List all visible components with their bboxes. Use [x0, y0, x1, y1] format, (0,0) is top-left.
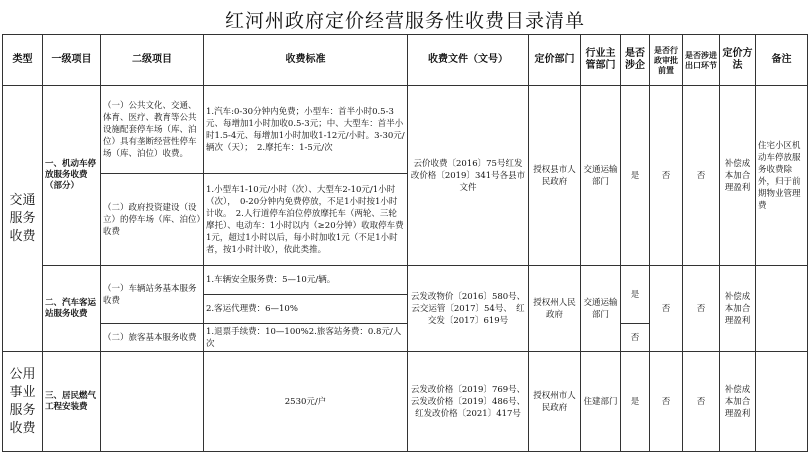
exit-parking: 否 — [683, 86, 720, 266]
category-transport: 交通服务收费 — [3, 86, 43, 352]
header-standard: 收费标准 — [204, 35, 408, 86]
fee-table — [2, 34, 808, 452]
standard-parking-gov: 1.小型车1-10元/小时（次）、大型车2-10元/1小时（次）， 0-20分钟内免费停放，不足1小时按1小时计收。 2.人行道停车泊位停放摩托车（两轮、三轮摩托）、电动车：1小时以内（≥20分钟）收取停车费1元，超过1小时以后，每小时加收1元（不足1小时者，按1小时计收），依此类推。 — [204, 174, 408, 266]
table-row — [3, 352, 808, 452]
industry-parking: 交通运输部门 — [581, 86, 621, 266]
standard-bus-vehicle-1: 1.车辆安全服务费：5—10元/辆。 — [204, 266, 407, 295]
involved-bus-vehicle: 是 — [621, 266, 650, 324]
header-level1: 一级项目 — [43, 35, 101, 86]
level2-parking-public: （一）公共文化、交通、体育、医疗、教育等公共设施配套停车场（库、泊位）具有垄断经营性停车场（库、泊位）收费。 — [101, 86, 204, 174]
note-parking: 住宅小区机动车停放服务收费除外，归于前期物业管理费 — [756, 86, 808, 266]
dept-gas: 授权州市人民政府 — [529, 352, 581, 452]
header-note: 备注 — [756, 35, 808, 86]
note-bus — [756, 266, 808, 352]
level2-gas — [101, 352, 204, 452]
level2-bus-vehicle: （一）车辆站务基本服务收费 — [101, 266, 204, 324]
page-title: 红河州政府定价经营服务性收费目录清单 — [224, 10, 585, 32]
involved-gas: 是 — [621, 352, 650, 452]
involved-bus-passenger: 否 — [621, 324, 650, 352]
level2-parking-gov: （二）政府投资建设（设立）的停车场（库、泊位）收费 — [101, 174, 204, 266]
review-parking: 否 — [650, 86, 683, 266]
header-row — [3, 35, 808, 86]
exit-bus: 否 — [683, 266, 720, 352]
method-bus: 补偿成本加合理盈利 — [720, 266, 756, 352]
standard-parking-public: 1.汽车:0-30分钟内免费；小型车：首半小时0.5-3元、每增加1小时加收0.5-3元；中、大型车：首半小时1.5-4元、每增加1小时加收1-12元/小时。3-30元/辆次（天）； 2.摩托车：1-5元/次 — [204, 86, 408, 174]
dept-parking: 授权县市人民政府 — [529, 86, 581, 266]
table-row — [3, 266, 808, 324]
standard-bus-vehicle-2: 2.客运代理费：6—10% — [206, 304, 298, 314]
header-involved: 是否涉企 — [621, 35, 650, 86]
standard-gas: 2530元/户 — [204, 352, 408, 452]
industry-gas: 住建部门 — [581, 352, 621, 452]
header-dept: 定价部门 — [529, 35, 581, 86]
table-row — [3, 86, 808, 174]
standard-bus-passenger: 1.退票手续费：10—100%2.旅客站务费：0.8元/人次 — [204, 324, 408, 352]
review-bus: 否 — [650, 266, 683, 352]
method-parking: 补偿成本加合理盈利 — [720, 86, 756, 266]
header-method: 定价方法 — [720, 35, 756, 86]
doc-bus: 云发改物价〔2016〕580号、云交运管〔2017〕54号、 红交发〔2017〕619号 — [408, 266, 529, 352]
header-industry: 行业主管部门 — [581, 35, 621, 86]
level1-parking: 一、机动车停放服务收费（部分） — [43, 86, 101, 266]
level1-gas: 三、居民燃气工程安装费 — [43, 352, 101, 452]
header-type: 类型 — [3, 35, 43, 86]
header-exit: 是否涉进出口环节 — [683, 35, 720, 86]
level1-bus-station: 二、汽车客运站服务收费 — [43, 266, 101, 352]
header-doc: 收费文件（文号） — [408, 35, 529, 86]
method-gas: 补偿成本加合理盈利 — [720, 352, 756, 452]
dept-bus: 授权州人民政府 — [529, 266, 581, 352]
exit-gas: 否 — [683, 352, 720, 452]
doc-gas: 云发改价格〔2019〕769号、云发改价格〔2019〕486号、红发改价格〔2021〕417号 — [408, 352, 529, 452]
note-gas — [756, 352, 808, 452]
level2-bus-passenger: （二）旅客基本服务收费 — [101, 324, 204, 352]
review-gas: 否 — [650, 352, 683, 452]
standard-bus-vehicle — [204, 266, 408, 324]
header-review: 是否行政审批前置 — [650, 35, 683, 86]
industry-bus: 交通运输部门 — [581, 266, 621, 352]
doc-parking: 云价收费〔2016〕75号红发改价格〔2019〕341号各县市文件 — [408, 86, 529, 266]
category-utility: 公用事业服务收费 — [3, 352, 43, 452]
involved-parking: 是 — [621, 86, 650, 266]
header-level2: 二级项目 — [101, 35, 204, 86]
